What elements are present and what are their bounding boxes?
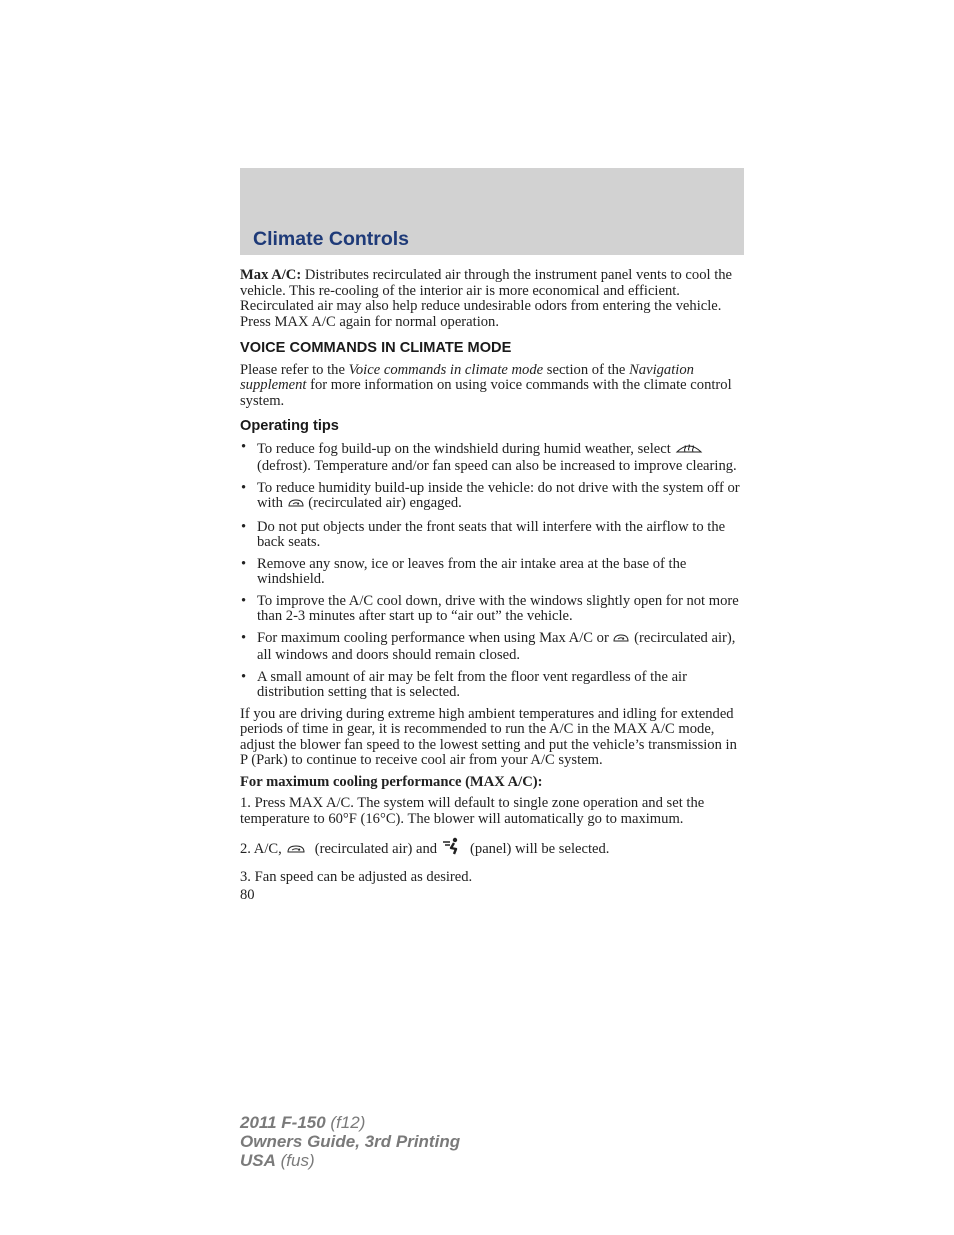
operating-tips-list	[240, 440, 744, 701]
list-item: • For maximum cooling performance when using Max A/C or (recirculated air), all windows and doors should remain closed.	[240, 631, 744, 664]
page-number: 80	[240, 887, 255, 903]
footer-line-2: Owners Guide, 3rd Printing	[240, 1132, 461, 1151]
list-item: • A small amount of air may be felt from the floor vent regardless of the air distribution setting that is selected.	[240, 670, 744, 701]
list-item: • Remove any snow, ice or leaves from the air intake area at the base of the windshield.	[240, 557, 744, 588]
max-ac-label: Max A/C:	[240, 267, 302, 283]
max-cooling-step-2: 2. A/C, (recirculated air) and (panel) will be selected.	[240, 837, 744, 860]
recirculate-icon	[612, 632, 630, 649]
extreme-heat-paragraph: If you are driving during extreme high ambient temperatures and idling for extended periods of time in gear, it is recommended to run the A/C in the MAX A/C mode, adjust the blower fan speed to the lowest setting and put the vehicle’s transmission in P (Park) to continue to receive cool air from your A/C system.	[240, 705, 737, 768]
defrost-icon	[674, 440, 704, 460]
footer-line-1: 2011 F-150 (f12)	[240, 1113, 366, 1132]
footer-line-3: USA (fus)	[240, 1151, 315, 1170]
voice-commands-paragraph: Please refer to the Voice commands in climate mode section of the Navigation supplement for more information on using voice commands with the climate control system.	[240, 361, 732, 409]
voice-commands-heading: VOICE COMMANDS IN CLIMATE MODE	[240, 340, 512, 356]
panel-vent-icon	[441, 837, 463, 860]
max-ac-paragraph: Max A/C: Distributes recirculated air through the instrument panel vents to cool the vehicle. This re-cooling of the interior air is more economical and efficient. Recirculated air may also help reduce undesirable odors from entering the vehicle. Press MAX A/C again for normal operation.	[240, 267, 733, 330]
list-item: • To reduce humidity build-up inside the vehicle: do not drive with the system off or with (recirculated air) engaged.	[240, 481, 744, 514]
max-cooling-heading: For maximum cooling performance (MAX A/C):	[240, 773, 543, 790]
operating-tips-heading: Operating tips	[240, 418, 339, 434]
recirculate-icon	[287, 497, 305, 514]
list-item: • To reduce fog build-up on the windshield during humid weather, select (defrost). Temperature and/or fan speed can also be increased to improve clearing.	[240, 440, 744, 475]
section-header	[240, 168, 744, 255]
footer	[240, 1113, 460, 1170]
max-cooling-step-3: 3. Fan speed can be adjusted as desired.	[240, 868, 473, 885]
list-item: • To improve the A/C cool down, drive with the windows slightly open for not more than 2-3 minutes after start up to “air out” the vehicle.	[240, 594, 744, 625]
max-cooling-step-1: 1. Press MAX A/C. The system will default to single zone operation and set the temperature to 60°F (16°C). The blower will automatically go to maximum.	[240, 795, 705, 827]
list-item: • Do not put objects under the front seats that will interfere with the airflow to the back seats.	[240, 520, 744, 551]
page-content	[240, 268, 744, 904]
section-title: Climate Controls	[253, 228, 410, 250]
recirculate-icon	[285, 843, 307, 860]
